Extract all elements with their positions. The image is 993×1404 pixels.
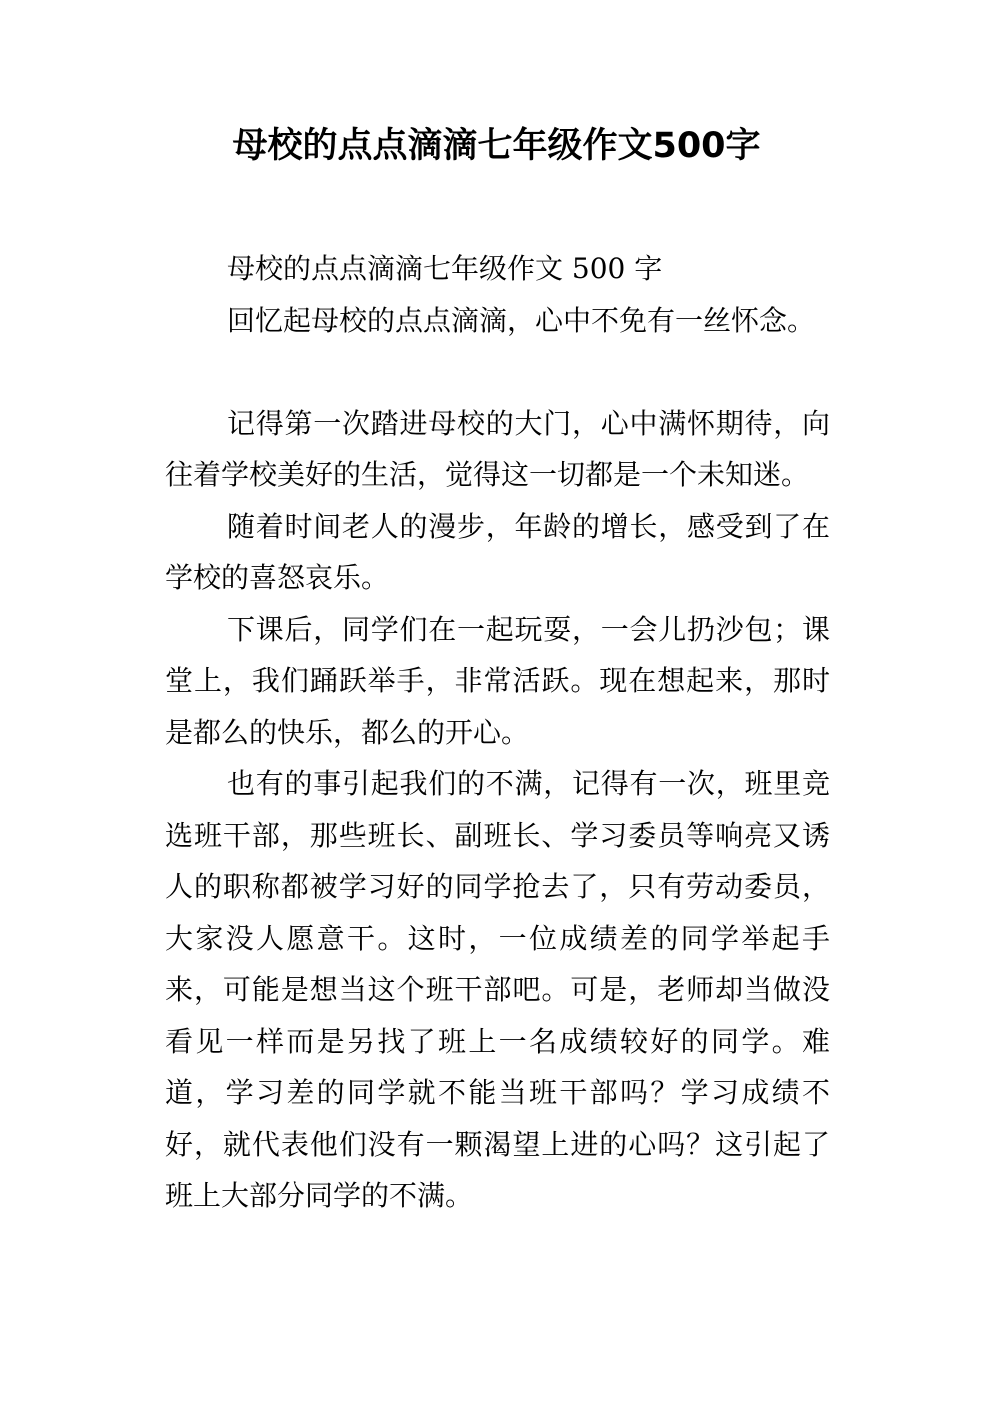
document-body (165, 243, 830, 1222)
blank-line (165, 346, 830, 398)
paragraph-time-passing: 随着时间老人的漫步，年龄的增长，感受到了在学校的喜怒哀乐。 (165, 509, 830, 594)
paragraph-class-election: 也有的事引起我们的不满，记得有一次，班里竞选班干部，那些班长、副班长、学习委员等响亮又诱人的职称都被学习好的同学抢去了，只有劳动委员，大家没人愿意干。这时，一位成绩差的同学举起手来，可能是想当这个班干部吧。可是，老师却当做没看见一样而是另找了班上一名成绩较好的同学。难道，学习差的同学就不能当班干部吗？学习成绩不好，就代表他们没有一颗渴望上进的心吗？这引起了班上大部分同学的不满。 (165, 767, 830, 1212)
paragraph-first-day: 记得第一次踏进母校的大门，心中满怀期待，向往着学校美好的生活，觉得这一切都是一个未知迷。 (165, 406, 830, 491)
paragraph-subtitle: 母校的点点滴滴七年级作文 500 字 (227, 252, 663, 285)
document-title: 母校的点点滴滴七年级作文500字 (232, 126, 761, 166)
paragraph-after-class: 下课后，同学们在一起玩耍，一会儿扔沙包；课堂上，我们踊跃举手，非常活跃。现在想起来，那时是都么的快乐，都么的开心。 (165, 612, 830, 749)
paragraph-intro: 回忆起母校的点点滴滴，心中不免有一丝怀念。 (227, 303, 816, 337)
